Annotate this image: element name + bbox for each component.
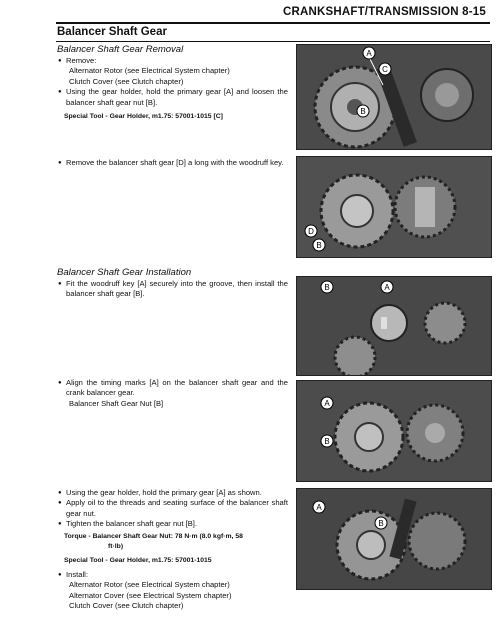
- fit-bullet: ● Fit the woodruff key [A] securely into the groove, then install the balancer shaft gear [B].: [58, 279, 288, 300]
- installation-heading: Balancer Shaft Gear Installation: [57, 267, 192, 278]
- callout-c: C: [382, 65, 388, 74]
- torque-spec: Torque - Balancer Shaft Gear Nut: 78 N·m (8.0 kgf·m, 58: [64, 532, 243, 540]
- photo-gear-holder-image: [297, 45, 491, 149]
- section-title: Balancer Shaft Gear: [57, 26, 167, 38]
- callout-a: A: [384, 283, 390, 292]
- photo-tightening-image: [297, 489, 491, 589]
- removal-steps: [58, 56, 288, 122]
- remove-item: Alternator Rotor (see Electrical System chapter): [69, 66, 230, 76]
- page-header: CRANKSHAFT/TRANSMISSION 8-15: [282, 6, 486, 18]
- install-item: Alternator Rotor (see Electrical System chapter): [69, 580, 230, 590]
- oil-bullet: ● Apply oil to the threads and seating surface of the balancer shaft gear nut.: [58, 498, 288, 519]
- photo-gear-removal-image: [297, 157, 491, 257]
- photo-gear-holder: [296, 44, 492, 150]
- align-sub: Balancer Shaft Gear Nut [B]: [69, 398, 164, 408]
- callout-d: D: [308, 227, 314, 236]
- hold-bullet: ● Using the gear holder, hold the primary gear [A] and loosen the balancer shaft gear nut [B].: [58, 87, 288, 108]
- photo-gear-removal: [296, 156, 492, 258]
- tighten-steps: [58, 488, 288, 611]
- install-item: Clutch Cover (see Clutch chapter): [69, 601, 184, 611]
- callout-b: B: [360, 107, 366, 116]
- remove-gear-bullet: ● Remove the balancer shaft gear [D] a long with the woodruff key.: [58, 158, 288, 168]
- special-tool-note: Special Tool - Gear Holder, m1.75: 57001-1015 [C]: [64, 113, 223, 121]
- align-step: [58, 378, 288, 409]
- callout-b: B: [316, 241, 322, 250]
- removal-heading: Balancer Shaft Gear Removal: [57, 44, 184, 55]
- photo-tightening: [296, 488, 492, 590]
- remove-item: Clutch Cover (see Clutch chapter): [69, 76, 184, 86]
- special-tool-note: Special Tool - Gear Holder, m1.75: 57001-1015: [64, 557, 212, 565]
- remove-gear-step: [58, 158, 288, 168]
- install-item: Alternator Cover (see Electrical System chapter): [69, 590, 232, 600]
- callout-b: B: [324, 283, 330, 292]
- hold-bullet: ● Using the gear holder, hold the primary gear [A] as shown.: [58, 488, 288, 498]
- photo-woodruff-key-image: [297, 277, 491, 375]
- photo-timing-marks: [296, 380, 492, 482]
- install-bullet: ● Install:: [58, 570, 288, 580]
- header-rule: [56, 22, 490, 24]
- remove-bullet: ● Remove:: [58, 56, 288, 66]
- fit-step: [58, 279, 288, 300]
- callout-a: A: [316, 503, 322, 512]
- callout-b: B: [378, 519, 384, 528]
- photo-woodruff-key: [296, 276, 492, 376]
- callout-a: A: [366, 49, 372, 58]
- torque-spec-cont: ft·lb): [108, 543, 124, 551]
- callout-a: A: [324, 399, 330, 408]
- photo-timing-marks-image: [297, 381, 491, 481]
- align-bullet: ● Align the timing marks [A] on the balancer shaft gear and the crank balancer gear.: [58, 378, 288, 399]
- callout-b: B: [324, 437, 330, 446]
- title-rule: [56, 41, 490, 42]
- tighten-bullet: ● Tighten the balancer shaft gear nut [B].: [58, 519, 288, 529]
